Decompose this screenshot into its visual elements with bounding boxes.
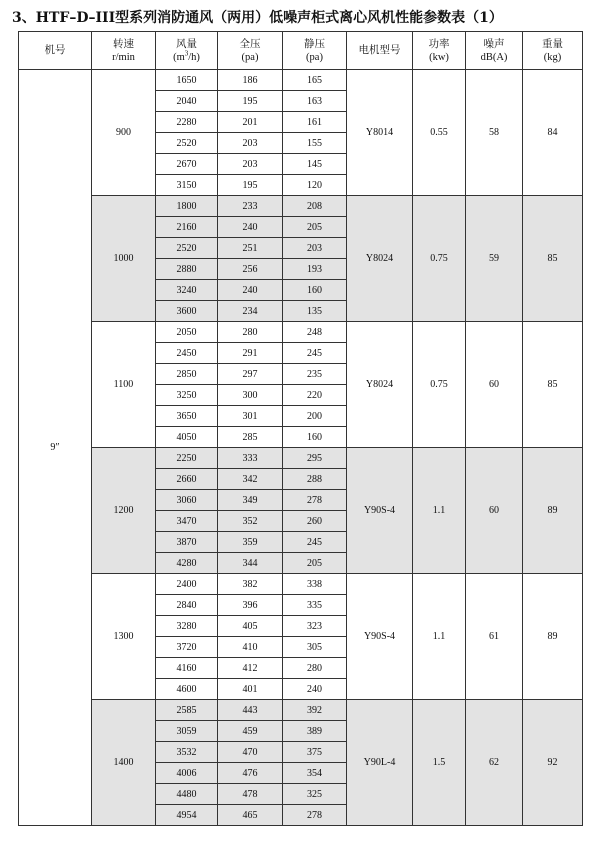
flow-cell: 2880 xyxy=(156,259,218,280)
flow-cell: 3650 xyxy=(156,406,218,427)
weight-cell: 89 xyxy=(523,448,583,574)
power-cell: 0.75 xyxy=(413,322,466,448)
static-pressure-cell: 235 xyxy=(283,364,347,385)
total-pressure-cell: 470 xyxy=(218,742,283,763)
header-row xyxy=(19,32,583,70)
table-row xyxy=(19,196,583,217)
static-pressure-cell: 338 xyxy=(283,574,347,595)
flow-cell: 3240 xyxy=(156,280,218,301)
total-pressure-cell: 410 xyxy=(218,637,283,658)
static-pressure-cell: 335 xyxy=(283,595,347,616)
flow-cell: 4050 xyxy=(156,427,218,448)
total-pressure-cell: 465 xyxy=(218,805,283,826)
flow-cell: 2160 xyxy=(156,217,218,238)
total-pressure-cell: 401 xyxy=(218,679,283,700)
flow-cell: 4160 xyxy=(156,658,218,679)
power-cell: 1.1 xyxy=(413,448,466,574)
table-body xyxy=(19,70,583,826)
total-pressure-cell: 352 xyxy=(218,511,283,532)
flow-cell: 2840 xyxy=(156,595,218,616)
static-pressure-cell: 160 xyxy=(283,280,347,301)
flow-cell: 2040 xyxy=(156,91,218,112)
total-pressure-cell: 203 xyxy=(218,133,283,154)
weight-cell: 85 xyxy=(523,322,583,448)
flow-cell: 2520 xyxy=(156,133,218,154)
motor-cell: Y90S-4 xyxy=(347,574,413,700)
header-static-pressure: 静压 (pa) xyxy=(283,32,347,70)
static-pressure-cell: 325 xyxy=(283,784,347,805)
static-pressure-cell: 389 xyxy=(283,721,347,742)
static-pressure-cell: 220 xyxy=(283,385,347,406)
flow-cell: 1650 xyxy=(156,70,218,91)
total-pressure-cell: 342 xyxy=(218,469,283,490)
static-pressure-cell: 305 xyxy=(283,637,347,658)
static-pressure-cell: 260 xyxy=(283,511,347,532)
performance-table xyxy=(18,31,583,826)
total-pressure-cell: 344 xyxy=(218,553,283,574)
static-pressure-cell: 240 xyxy=(283,679,347,700)
flow-cell: 3720 xyxy=(156,637,218,658)
static-pressure-cell: 278 xyxy=(283,805,347,826)
table-row xyxy=(19,700,583,721)
total-pressure-cell: 396 xyxy=(218,595,283,616)
header-noise: 噪声 dB(A) xyxy=(466,32,523,70)
noise-cell: 58 xyxy=(466,70,523,196)
total-pressure-cell: 291 xyxy=(218,343,283,364)
motor-cell: Y90L-4 xyxy=(347,700,413,826)
header-total-pressure: 全压 (pa) xyxy=(218,32,283,70)
flow-cell: 1800 xyxy=(156,196,218,217)
static-pressure-cell: 205 xyxy=(283,553,347,574)
static-pressure-cell: 155 xyxy=(283,133,347,154)
static-pressure-cell: 145 xyxy=(283,154,347,175)
static-pressure-cell: 135 xyxy=(283,301,347,322)
motor-cell: Y8024 xyxy=(347,196,413,322)
weight-cell: 92 xyxy=(523,700,583,826)
motor-cell: Y90S-4 xyxy=(347,448,413,574)
flow-cell: 3059 xyxy=(156,721,218,742)
flow-cell: 4954 xyxy=(156,805,218,826)
page-title: 3、HTF–D–III型系列消防通风（两用）低噪声柜式离心风机性能参数表（1） xyxy=(12,10,503,26)
machine-number-cell: 9″ xyxy=(19,70,92,826)
total-pressure-cell: 256 xyxy=(218,259,283,280)
speed-cell: 1300 xyxy=(92,574,156,700)
static-pressure-cell: 165 xyxy=(283,70,347,91)
static-pressure-cell: 163 xyxy=(283,91,347,112)
total-pressure-cell: 443 xyxy=(218,700,283,721)
flow-cell: 3870 xyxy=(156,532,218,553)
static-pressure-cell: 354 xyxy=(283,763,347,784)
static-pressure-cell: 205 xyxy=(283,217,347,238)
total-pressure-cell: 301 xyxy=(218,406,283,427)
flow-cell: 3060 xyxy=(156,490,218,511)
flow-cell: 2280 xyxy=(156,112,218,133)
total-pressure-cell: 233 xyxy=(218,196,283,217)
header-model: 机号 xyxy=(19,32,92,70)
total-pressure-cell: 459 xyxy=(218,721,283,742)
total-pressure-cell: 476 xyxy=(218,763,283,784)
total-pressure-cell: 333 xyxy=(218,448,283,469)
static-pressure-cell: 295 xyxy=(283,448,347,469)
speed-cell: 900 xyxy=(92,70,156,196)
flow-cell: 2585 xyxy=(156,700,218,721)
speed-cell: 1400 xyxy=(92,700,156,826)
total-pressure-cell: 382 xyxy=(218,574,283,595)
static-pressure-cell: 278 xyxy=(283,490,347,511)
static-pressure-cell: 193 xyxy=(283,259,347,280)
flow-cell: 4006 xyxy=(156,763,218,784)
static-pressure-cell: 120 xyxy=(283,175,347,196)
flow-cell: 3150 xyxy=(156,175,218,196)
static-pressure-cell: 375 xyxy=(283,742,347,763)
flow-cell: 4480 xyxy=(156,784,218,805)
power-cell: 1.5 xyxy=(413,700,466,826)
noise-cell: 59 xyxy=(466,196,523,322)
header-power: 功率 (kw) xyxy=(413,32,466,70)
header-weight: 重量 (kg) xyxy=(523,32,583,70)
total-pressure-cell: 300 xyxy=(218,385,283,406)
noise-cell: 62 xyxy=(466,700,523,826)
flow-cell: 3600 xyxy=(156,301,218,322)
total-pressure-cell: 280 xyxy=(218,322,283,343)
weight-cell: 89 xyxy=(523,574,583,700)
power-cell: 1.1 xyxy=(413,574,466,700)
weight-cell: 85 xyxy=(523,196,583,322)
static-pressure-cell: 280 xyxy=(283,658,347,679)
header-flow: 风量 $(m^3/h)$ xyxy=(156,32,218,70)
speed-cell: 1000 xyxy=(92,196,156,322)
table-row xyxy=(19,574,583,595)
flow-cell: 2250 xyxy=(156,448,218,469)
header-speed: 转速 r/min xyxy=(92,32,156,70)
weight-cell: 84 xyxy=(523,70,583,196)
static-pressure-cell: 392 xyxy=(283,700,347,721)
flow-cell: 3532 xyxy=(156,742,218,763)
total-pressure-cell: 186 xyxy=(218,70,283,91)
speed-cell: 1200 xyxy=(92,448,156,574)
total-pressure-cell: 234 xyxy=(218,301,283,322)
total-pressure-cell: 297 xyxy=(218,364,283,385)
total-pressure-cell: 478 xyxy=(218,784,283,805)
static-pressure-cell: 200 xyxy=(283,406,347,427)
static-pressure-cell: 161 xyxy=(283,112,347,133)
total-pressure-cell: 359 xyxy=(218,532,283,553)
total-pressure-cell: 405 xyxy=(218,616,283,637)
noise-cell: 60 xyxy=(466,448,523,574)
flow-cell: 2050 xyxy=(156,322,218,343)
flow-cell: 4280 xyxy=(156,553,218,574)
noise-cell: 61 xyxy=(466,574,523,700)
flow-cell: 3470 xyxy=(156,511,218,532)
table-row xyxy=(19,448,583,469)
static-pressure-cell: 203 xyxy=(283,238,347,259)
flow-cell: 4600 xyxy=(156,679,218,700)
flow-cell: 2850 xyxy=(156,364,218,385)
speed-cell: 1100 xyxy=(92,322,156,448)
flow-cell: 2400 xyxy=(156,574,218,595)
total-pressure-cell: 349 xyxy=(218,490,283,511)
total-pressure-cell: 285 xyxy=(218,427,283,448)
total-pressure-cell: 195 xyxy=(218,175,283,196)
static-pressure-cell: 248 xyxy=(283,322,347,343)
total-pressure-cell: 412 xyxy=(218,658,283,679)
table-row xyxy=(19,322,583,343)
static-pressure-cell: 245 xyxy=(283,343,347,364)
total-pressure-cell: 195 xyxy=(218,91,283,112)
total-pressure-cell: 240 xyxy=(218,280,283,301)
static-pressure-cell: 323 xyxy=(283,616,347,637)
noise-cell: 60 xyxy=(466,322,523,448)
static-pressure-cell: 160 xyxy=(283,427,347,448)
flow-cell: 3280 xyxy=(156,616,218,637)
power-cell: 0.55 xyxy=(413,70,466,196)
flow-cell: 2670 xyxy=(156,154,218,175)
static-pressure-cell: 245 xyxy=(283,532,347,553)
flow-cell: 2660 xyxy=(156,469,218,490)
power-cell: 0.75 xyxy=(413,196,466,322)
total-pressure-cell: 203 xyxy=(218,154,283,175)
static-pressure-cell: 208 xyxy=(283,196,347,217)
header-motor: 电机型号 xyxy=(347,32,413,70)
flow-cell: 2520 xyxy=(156,238,218,259)
motor-cell: Y8024 xyxy=(347,322,413,448)
motor-cell: Y8014 xyxy=(347,70,413,196)
flow-cell: 2450 xyxy=(156,343,218,364)
table-row xyxy=(19,70,583,91)
flow-cell: 3250 xyxy=(156,385,218,406)
total-pressure-cell: 201 xyxy=(218,112,283,133)
total-pressure-cell: 251 xyxy=(218,238,283,259)
total-pressure-cell: 240 xyxy=(218,217,283,238)
static-pressure-cell: 288 xyxy=(283,469,347,490)
